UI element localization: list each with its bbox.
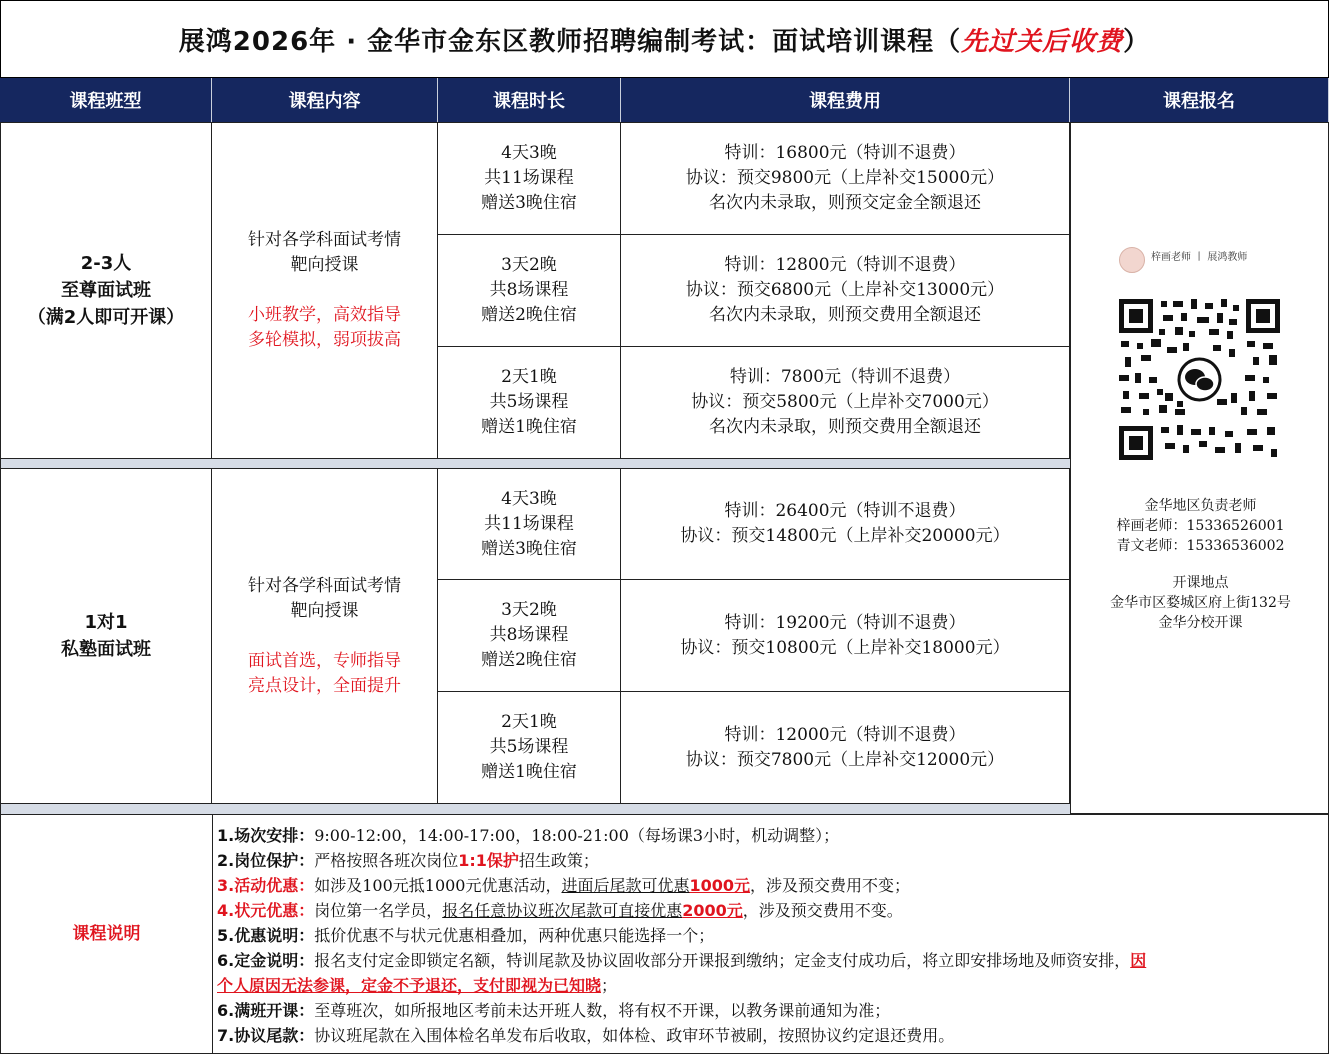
- signup-panel: [1070, 122, 1329, 814]
- duration-line: 3天2晚: [501, 255, 557, 275]
- note-key: 6.定金说明：: [217, 951, 315, 970]
- duration-line: 4天3晚: [501, 488, 557, 509]
- fee-line: 特训：16800元（特训不退费）: [724, 143, 966, 163]
- duration-line: 共8场课程: [489, 625, 569, 645]
- note-key: 3.活动优惠：: [217, 876, 315, 895]
- group-separator: [0, 804, 1070, 814]
- fee-cell: [620, 579, 1070, 692]
- note-text: 严格按照各班次岗位: [314, 851, 459, 870]
- content-cell: [211, 122, 438, 459]
- duration-cell: [437, 122, 621, 235]
- duration-line: 2天1晚: [501, 712, 557, 732]
- content-highlight: 面试首选，专师指导: [248, 650, 401, 671]
- note-key: 6.满班开课：: [217, 1001, 315, 1020]
- content-cell: [211, 468, 438, 804]
- note-item: [217, 1023, 1324, 1048]
- header-signup: 课程报名: [1070, 78, 1329, 122]
- duration-line: 共8场课程: [489, 280, 569, 300]
- content-line: 针对各学科面试考情: [248, 575, 401, 596]
- fee-line: 特训：12000元（特训不退费）: [724, 724, 966, 745]
- duration-line: 4天3晚: [501, 143, 557, 163]
- duration-line: 赠送2晚住宿: [481, 650, 577, 670]
- duration-line: 赠送3晚住宿: [481, 538, 577, 559]
- qr-caption: 梓画老师 丨 展鸿教师: [1151, 252, 1248, 263]
- class-line: 私塾面试班: [61, 639, 151, 660]
- duration-line: 共11场课程: [484, 168, 574, 188]
- fee-line: 特训：19200元（特训不退费）: [724, 612, 966, 633]
- contact-block: [1071, 496, 1329, 556]
- fee-line: 特训：12800元（特训不退费）: [724, 255, 966, 275]
- note-item: [217, 848, 1324, 873]
- note-text: 9:00-12:00，14:00-17:00，18:00-21:00（每场课3小时，机动调整）；: [314, 826, 840, 845]
- note-item: [217, 948, 1324, 998]
- fee-line: 协议：预交5800元（上岸补交7000元）: [691, 392, 999, 412]
- content-line: 靶向授课: [290, 600, 359, 621]
- note-key: 5.优惠说明：: [217, 926, 315, 945]
- header-duration: 课程时长: [438, 78, 621, 122]
- header-content: 课程内容: [212, 78, 438, 122]
- note-item: [217, 898, 1324, 923]
- note-highlight: 2000元: [682, 901, 743, 920]
- duration-cell: [437, 468, 621, 580]
- duration-cell: [437, 691, 621, 804]
- content-highlight: 亮点设计，全面提升: [248, 675, 401, 696]
- fee-line: 名次内未录取，则预交费用全额退还: [709, 305, 981, 325]
- fee-line: 特训：7800元（特训不退费）: [729, 367, 961, 387]
- duration-line: 共11场课程: [484, 513, 574, 534]
- class-line: （满2人即可开课）: [27, 307, 185, 328]
- title-end: ）: [1123, 26, 1151, 57]
- content-line: 针对各学科面试考情: [248, 230, 401, 250]
- duration-line: 赠送3晚住宿: [481, 193, 577, 213]
- location-line: 金华市区婺城区府上街132号: [1110, 595, 1291, 611]
- note-text: 招生政策；: [518, 851, 599, 870]
- duration-line: 3天2晚: [501, 600, 557, 620]
- notes-label-cell: [0, 814, 213, 1054]
- note-underline: 报名任意协议班次尾款可直接优惠: [442, 901, 683, 920]
- duration-cell: [437, 579, 621, 692]
- fee-cell: [620, 234, 1070, 347]
- note-text: ；: [601, 976, 618, 995]
- note-text: 报名支付定金即锁定名额，特训尾款及协议固收部分开课报到缴纳；定金支付成功后，将立即安排场地及师资安排，: [314, 951, 1131, 970]
- content-highlight: 多轮模拟，弱项拔高: [248, 330, 401, 350]
- header-class-type: 课程班型: [0, 78, 212, 122]
- note-text: 抵价优惠不与状元优惠相叠加，两种优惠只能选择一个；: [314, 926, 715, 945]
- note-item: [217, 923, 1324, 948]
- note-highlight: 1000元: [689, 876, 751, 895]
- duration-line: 赠送1晚住宿: [481, 417, 577, 437]
- note-text: 协议班尾款在入围体检名单发布后收取，如体检、政审环节被刷，按照协议约定退还费用。: [314, 1026, 955, 1045]
- note-text: 如涉及100元抵1000元优惠活动，: [314, 876, 562, 895]
- note-text: ，涉及预交费用不变；: [750, 876, 911, 895]
- note-highlight: 1:1保护: [458, 851, 519, 870]
- duration-cell: [437, 346, 621, 459]
- fee-line: 名次内未录取，则预交费用全额退还: [709, 417, 981, 437]
- contact-title: 金华地区负责老师: [1144, 498, 1257, 514]
- contact-line: 梓画老师：15336526001: [1116, 518, 1285, 534]
- avatar: [1119, 247, 1145, 273]
- note-key: 7.协议尾款：: [217, 1026, 315, 1045]
- fee-line: 协议：预交14800元（上岸补交20000元）: [680, 526, 1010, 546]
- notes-list: [212, 814, 1329, 1054]
- location-title: 开课地点: [1172, 575, 1229, 591]
- fee-cell: [620, 122, 1070, 235]
- class-line: 1对1: [84, 612, 128, 633]
- note-item: [217, 873, 1324, 898]
- note-highlight: 因: [1130, 951, 1147, 970]
- title-highlight: 先过关后收费: [961, 26, 1124, 57]
- title-main: 展鸿2026年 · 金华市金东区教师招聘编制考试：面试培训课程（: [178, 26, 962, 57]
- duration-line: 共5场课程: [489, 392, 569, 412]
- note-key: 1.场次安排：: [217, 826, 315, 845]
- note-text: ，涉及预交费用不变。: [742, 901, 903, 920]
- note-item: [217, 823, 1324, 848]
- fee-cell: [620, 691, 1070, 804]
- content-highlight: 小班教学，高效指导: [248, 305, 401, 325]
- fee-cell: [620, 468, 1070, 580]
- contact-line: 青文老师：15336536002: [1116, 538, 1285, 554]
- fee-line: 协议：预交10800元（上岸补交18000元）: [680, 637, 1010, 658]
- duration-line: 共5场课程: [489, 737, 569, 757]
- fee-line: 协议：预交6800元（上岸补交13000元）: [685, 280, 1005, 300]
- location-line: 金华分校开课: [1158, 615, 1243, 631]
- fee-line: 协议：预交7800元（上岸补交12000元）: [685, 749, 1005, 770]
- note-underline: 进面后尾款可优惠: [561, 876, 690, 895]
- fee-line: 名次内未录取，则预交定金全额退还: [709, 193, 981, 213]
- class-line: 至尊面试班: [61, 280, 151, 301]
- wechat-qr-code[interactable]: [1117, 297, 1282, 462]
- note-key: 4.状元优惠：: [217, 901, 315, 920]
- duration-cell: [437, 234, 621, 347]
- duration-line: 2天1晚: [501, 367, 557, 387]
- fee-line: 特训：26400元（特训不退费）: [724, 501, 966, 521]
- note-item: [217, 998, 1324, 1023]
- fee-line: 协议：预交9800元（上岸补交15000元）: [685, 168, 1005, 188]
- fee-cell: [620, 346, 1070, 459]
- page-title: [0, 0, 1329, 78]
- note-text: 岗位第一名学员，: [314, 901, 443, 920]
- duration-line: 赠送2晚住宿: [481, 305, 577, 325]
- content-line: 靶向授课: [290, 255, 359, 275]
- class-type-cell: [0, 122, 212, 459]
- note-key: 2.岗位保护：: [217, 851, 315, 870]
- class-line: 2-3人: [80, 253, 132, 274]
- duration-line: 赠送1晚住宿: [481, 762, 577, 782]
- note-text: 至尊班次，如所报地区考前未达开班人数，将有权不开课，以教务课前通知为准；: [314, 1001, 891, 1020]
- location-block: [1071, 573, 1329, 633]
- header-fee: 课程费用: [621, 78, 1070, 122]
- class-type-cell: [0, 468, 212, 804]
- note-highlight: 个人原因无法参课，定金不予退还，支付即视为已知晓: [217, 976, 602, 995]
- notes-label: 课程说明: [72, 923, 141, 944]
